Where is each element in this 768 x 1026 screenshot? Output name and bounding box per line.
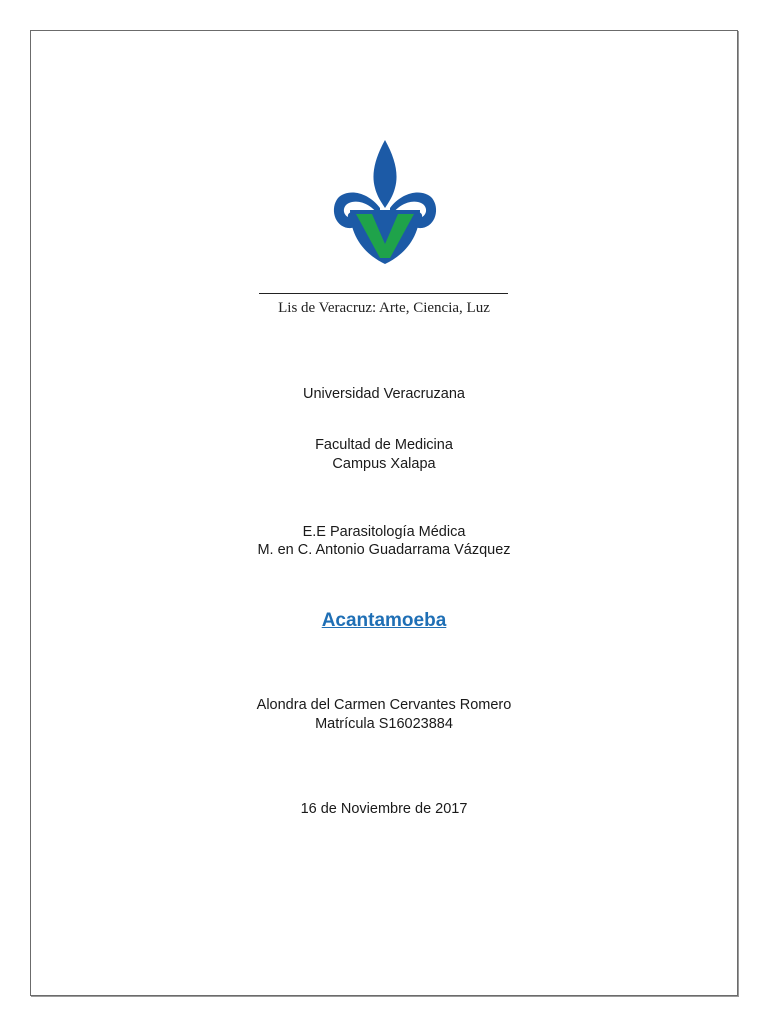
motto: Lis de Veracruz: Arte, Ciencia, Luz xyxy=(278,300,490,316)
teacher-name: M. en C. Antonio Guadarrama Vázquez xyxy=(257,542,511,558)
fleur-de-lis-v-icon xyxy=(330,136,440,266)
motto-rule xyxy=(259,293,508,294)
enrollment-number: Matrícula S16023884 xyxy=(315,716,453,732)
course-name: E.E Parasitología Médica xyxy=(302,524,466,540)
campus-name: Campus Xalapa xyxy=(332,456,436,472)
title-link[interactable]: Acantamoeba xyxy=(321,610,447,631)
student-name: Alondra del Carmen Cervantes Romero xyxy=(256,697,512,713)
logo-center-petal xyxy=(373,140,396,208)
document-date: 16 de Noviembre de 2017 xyxy=(300,801,468,817)
document-title xyxy=(0,610,768,632)
university-name: Universidad Veracruzana xyxy=(302,386,465,402)
faculty-name: Facultad de Medicina xyxy=(315,437,453,453)
